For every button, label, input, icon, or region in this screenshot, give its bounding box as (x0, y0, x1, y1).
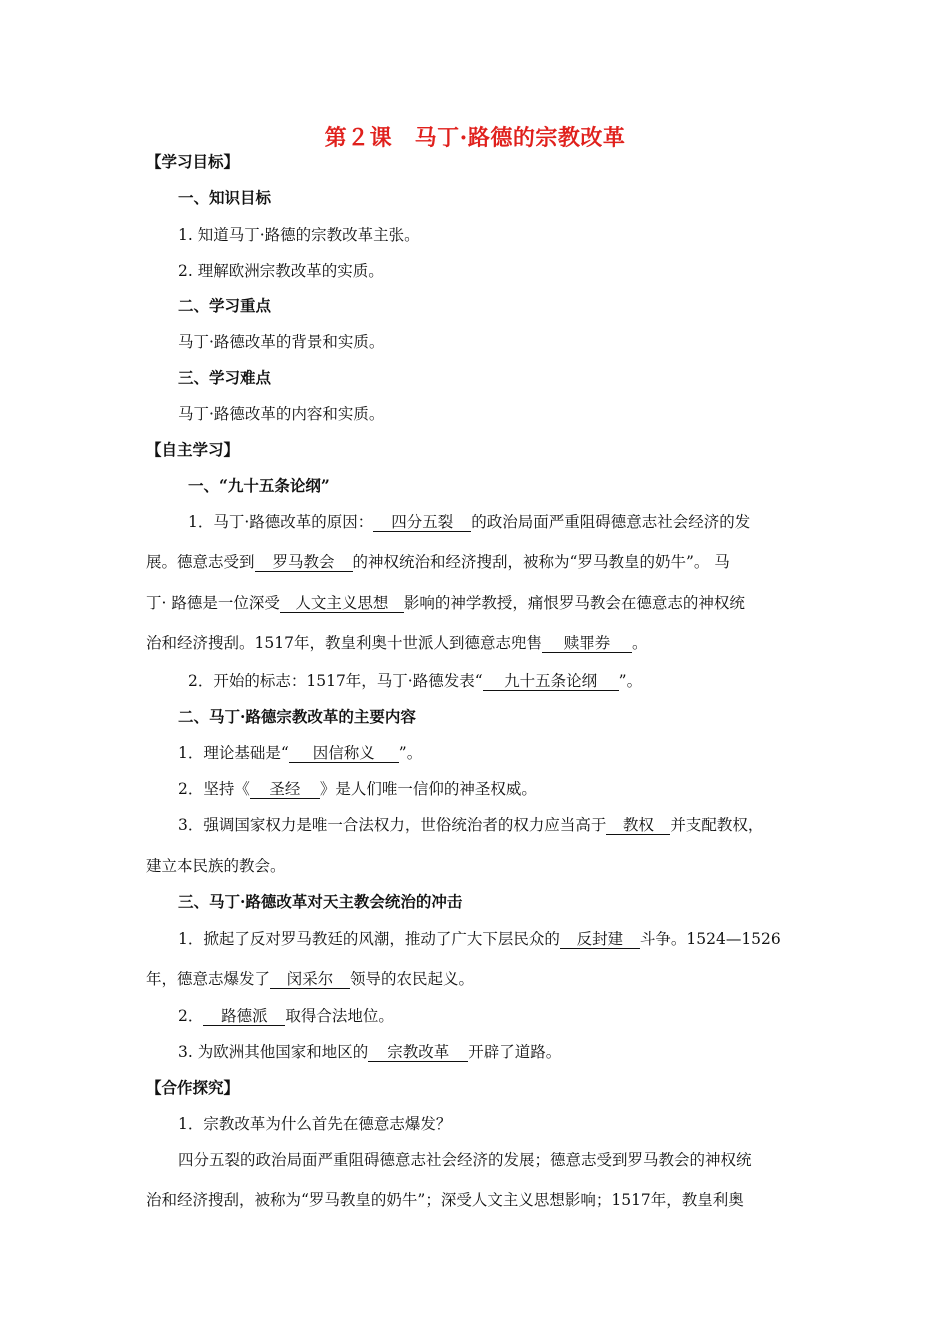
inquiry-question-1: 1．宗教改革为什么首先在德意志爆发？ (178, 1115, 452, 1133)
inquiry-answer-line2: 治和经济搜刮，被称为“罗马教皇的奶牛”；深受人文主义思想影响；1517年，教皇利奥 (146, 1191, 744, 1209)
answer-blank: 罗马教会 (255, 553, 353, 572)
heading-main-content: 二、马丁·路德宗教改革的主要内容 (178, 707, 416, 726)
content-item-3-line1: 3．强调国家权力是唯一合法权力，世俗统治者的权力应当高于 教权 并支配教权， (178, 816, 764, 834)
answer-blank: 圣经 (250, 780, 320, 799)
paragraph-reason-line2: 展。德意志受到 罗马教会 的神权统治和经济搜刮，被称为“罗马教皇的奶牛”。 马 (146, 553, 730, 571)
section-learning-objectives: 【学习目标】 (146, 152, 240, 171)
answer-blank: 赎罪券 (542, 634, 632, 653)
answer-blank: 反封建 (560, 930, 640, 949)
heading-knowledge-objectives: 一、知识目标 (178, 188, 272, 207)
answer-blank: 九十五条论纲 (483, 672, 619, 691)
knowledge-objective-1: 1. 知道马丁·路德的宗教改革主张。 (178, 226, 420, 244)
difficult-point-text: 马丁·路德改革的内容和实质。 (178, 405, 385, 423)
impact-item-3: 3. 为欧洲其他国家和地区的 宗教改革 开辟了道路。 (178, 1043, 562, 1061)
knowledge-objective-2: 2. 理解欧洲宗教改革的实质。 (178, 262, 384, 280)
answer-blank: 人文主义思想 (280, 594, 404, 613)
heading-impact: 三、马丁·路德改革对天主教会统治的冲击 (178, 892, 463, 911)
paragraph-reason-line3: 丁· 路德是一位深受 人文主义思想 影响的神学教授，痛恨罗马教会在德意志的神权统 (146, 594, 745, 612)
content-item-2: 2．坚持《 圣经 》是人们唯一信仰的神圣权威。 (178, 780, 537, 798)
answer-blank: 教权 (606, 816, 670, 835)
key-point-text: 马丁·路德改革的背景和实质。 (178, 333, 385, 351)
answer-blank: 宗教改革 (368, 1043, 468, 1062)
content-item-3-line2: 建立本民族的教会。 (146, 857, 286, 875)
heading-difficult-points: 三、学习难点 (178, 368, 272, 387)
answer-blank: 闵采尔 (270, 970, 350, 989)
impact-item-2: 2． 路德派 取得合法地位。 (178, 1007, 394, 1025)
lesson-title: 第２课 马丁·路德的宗教改革 (324, 125, 626, 151)
section-self-study: 【自主学习】 (146, 440, 240, 459)
paragraph-reason-line1: 1．马丁·路德改革的原因： 四分五裂 的政治局面严重阻碍德意志社会经济的发 (188, 513, 751, 531)
answer-blank: 四分五裂 (373, 513, 471, 532)
paragraph-reason-line4: 治和经济搜刮。1517年，教皇利奥十世派人到德意志兜售 赎罪券 。 (146, 634, 648, 652)
section-cooperative-inquiry: 【合作探究】 (146, 1078, 240, 1097)
impact-item-1-line2: 年，德意志爆发了 闵采尔 领导的农民起义。 (146, 970, 475, 988)
answer-blank: 路德派 (203, 1007, 285, 1026)
paragraph-start-sign: 2．开始的标志：1517年，马丁·路德发表“ 九十五条论纲 ”。 (188, 672, 643, 690)
heading-95-theses: 一、“九十五条论纲” (188, 476, 330, 495)
heading-key-points: 二、学习重点 (178, 296, 272, 315)
inquiry-answer-line1: 四分五裂的政治局面严重阻碍德意志社会经济的发展；德意志受到罗马教会的神权统 (178, 1151, 752, 1169)
impact-item-1-line1: 1．掀起了反对罗马教廷的风潮，推动了广大下层民众的 反封建 斗争。1524—1526 (178, 930, 781, 948)
content-item-1: 1．理论基础是“ 因信称义 ”。 (178, 744, 423, 762)
answer-blank: 因信称义 (289, 744, 399, 763)
